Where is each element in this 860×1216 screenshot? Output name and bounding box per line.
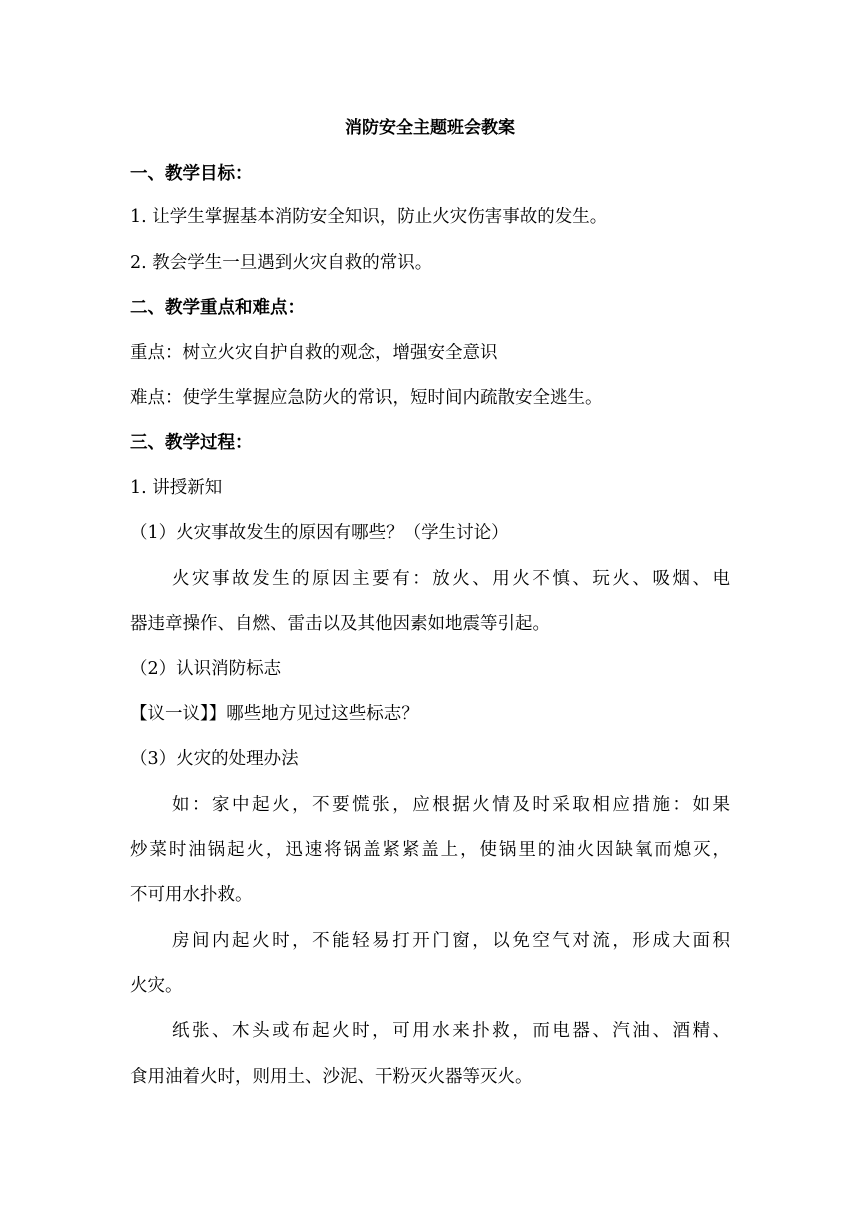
paper-fire-line-2: 食用油着火时，则用土、沙泥、干粉灭火器等灭火。 xyxy=(130,1067,533,1087)
question-2: （2）认识消防标志 xyxy=(130,659,282,679)
handling-line-1: 如：家中起火，不要慌张，应根据火情及时采取相应措施：如果 xyxy=(172,795,730,815)
room-fire-line-1: 房间内起火时，不能轻易打开门窗，以免空气对流，形成大面积 xyxy=(172,931,730,951)
key-heading: 二、教学重点和难点： xyxy=(130,298,305,318)
key-point: 重点：树立火灾自护自救的观念，增强安全意识 xyxy=(130,343,498,363)
step-1: 1. 讲授新知 xyxy=(130,478,223,498)
goal-2: 2. 教会学生一旦遇到火灾自救的常识。 xyxy=(130,253,433,273)
handling-line-3: 不可用水扑救。 xyxy=(130,885,253,905)
discussion-prompt: 【议一议】】哪些地方见过这些标志？ xyxy=(130,704,419,724)
document-title: 消防安全主题班会教案 xyxy=(345,118,515,138)
room-fire-line-2: 火灾。 xyxy=(130,976,183,996)
question-1: （1）火灾事故发生的原因有哪些？（学生讨论） xyxy=(130,523,509,543)
causes-line-1: 火灾事故发生的原因主要有：放火、用火不慎、玩火、吸烟、电 xyxy=(172,569,730,589)
question-3: （3）火灾的处理办法 xyxy=(130,749,299,769)
goal-1: 1. 让学生掌握基本消防安全知识，防止火灾伤害事故的发生。 xyxy=(130,207,608,227)
process-heading: 三、教学过程： xyxy=(130,433,253,453)
difficult-point: 难点：使学生掌握应急防火的常识，短时间内疏散安全逃生。 xyxy=(130,388,603,408)
goals-heading: 一、教学目标： xyxy=(130,164,253,184)
paper-fire-line-1: 纸张、木头或布起火时，可用水来扑救，而电器、汽油、酒精、 xyxy=(172,1021,730,1041)
handling-line-2: 炒菜时油锅起火，迅速将锅盖紧紧盖上，使锅里的油火因缺氧而熄灭， xyxy=(130,840,730,860)
causes-line-2: 器违章操作、自燃、雷击以及其他因素如地震等引起。 xyxy=(130,614,550,634)
